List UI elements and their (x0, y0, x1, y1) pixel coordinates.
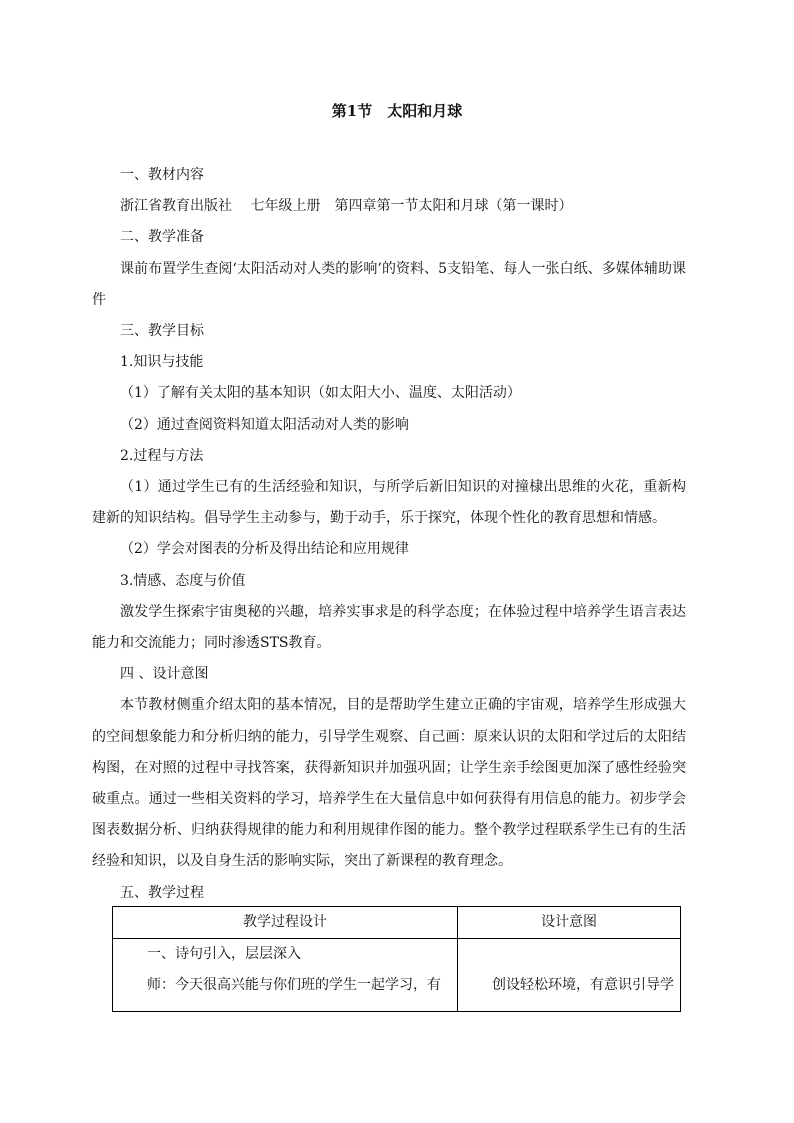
objective-process-item-2: （2）学会对图表的分析及得出结论和应用规律 (120, 541, 409, 558)
objective-knowledge-item-2: （2）通过查阅资料知道太阳活动对人类的影响 (120, 416, 409, 433)
objective-process-heading: 2.过程与方法 (120, 447, 204, 464)
table-cell-intent (458, 939, 681, 1012)
table-row (113, 939, 681, 1012)
section-heading-objectives: 三、教学目标 (120, 323, 204, 340)
objective-knowledge-heading: 1.知识与技能 (120, 354, 204, 371)
preparation-text: 课前布置学生查阅‘太阳活动对人类的影响’的资料、5支铅笔、每人一张白纸、多媒体辅助课件 (92, 260, 686, 308)
table-cell-line: 师：今天很高兴能与你们班的学生一起学习，有 (147, 977, 441, 993)
materials-text: 浙江省教育出版社 七年级上册 第四章第一节太阳和月球（第一课时） (120, 198, 573, 215)
section-heading-materials: 一、教材内容 (120, 167, 204, 183)
objective-knowledge-item-1: （1）了解有关太阳的基本知识（如太阳大小、温度、太阳活动） (120, 385, 521, 402)
table-cell-line: 一、诗句引入，层层深入 (147, 946, 301, 962)
objective-attitude-heading: 3.情感、态度与价值 (120, 572, 246, 589)
design-intent-text: 本节教材侧重介绍太阳的基本情况，目的是帮助学生建立正确的宇宙观，培养学生形成强大的空间想象能力和分析归纳的能力，引导学生观察、自己画：原来认识的太阳和学过后的太阳结构图，在对照的过程中寻找答案，获得新知识并加强巩固；让学生亲手绘图更加深了感性经验突破重点。通过一些相关资料的学习，培养学生在大量信息中如何获得有用信息的能力。初步学会图表数据分析、归纳获得规律的能力和利用规律作图的能力。整个教学过程联系学生已有的生活经验和知识，以及自身生活的影响实际，突出了新课程的教育理念。 (92, 697, 686, 870)
table-header-row (113, 907, 681, 939)
section-heading-design-intent: 四 、设计意图 (120, 666, 209, 683)
table-cell-line: 创设轻松环境，有意识引导学 (492, 977, 674, 993)
table-cell-design (113, 939, 458, 1012)
page-title: 第1节 太阳和月球 (331, 102, 463, 120)
table-header-design: 教学过程设计 (113, 907, 458, 939)
objective-attitude-text: 激发学生探索宇宙奥秘的兴趣，培养实事求是的科学态度；在体验过程中培养学生语言表达能力和交流能力；同时渗透STS教育。 (92, 603, 686, 652)
table-header-intent: 设计意图 (458, 907, 681, 939)
objective-process-item-1: （1）通过学生已有的生活经验和知识，与所学后新旧知识的对撞棣出思维的火花，重新构建新的知识结构。倡导学生主动参与，勤于动手，乐于探究，体现个性化的教育思想和情感。 (92, 479, 686, 527)
section-heading-process: 五、教学过程 (120, 884, 204, 901)
teaching-process-table (112, 906, 681, 1012)
section-heading-preparation: 二、教学准备 (120, 229, 204, 246)
document-body (92, 160, 686, 909)
